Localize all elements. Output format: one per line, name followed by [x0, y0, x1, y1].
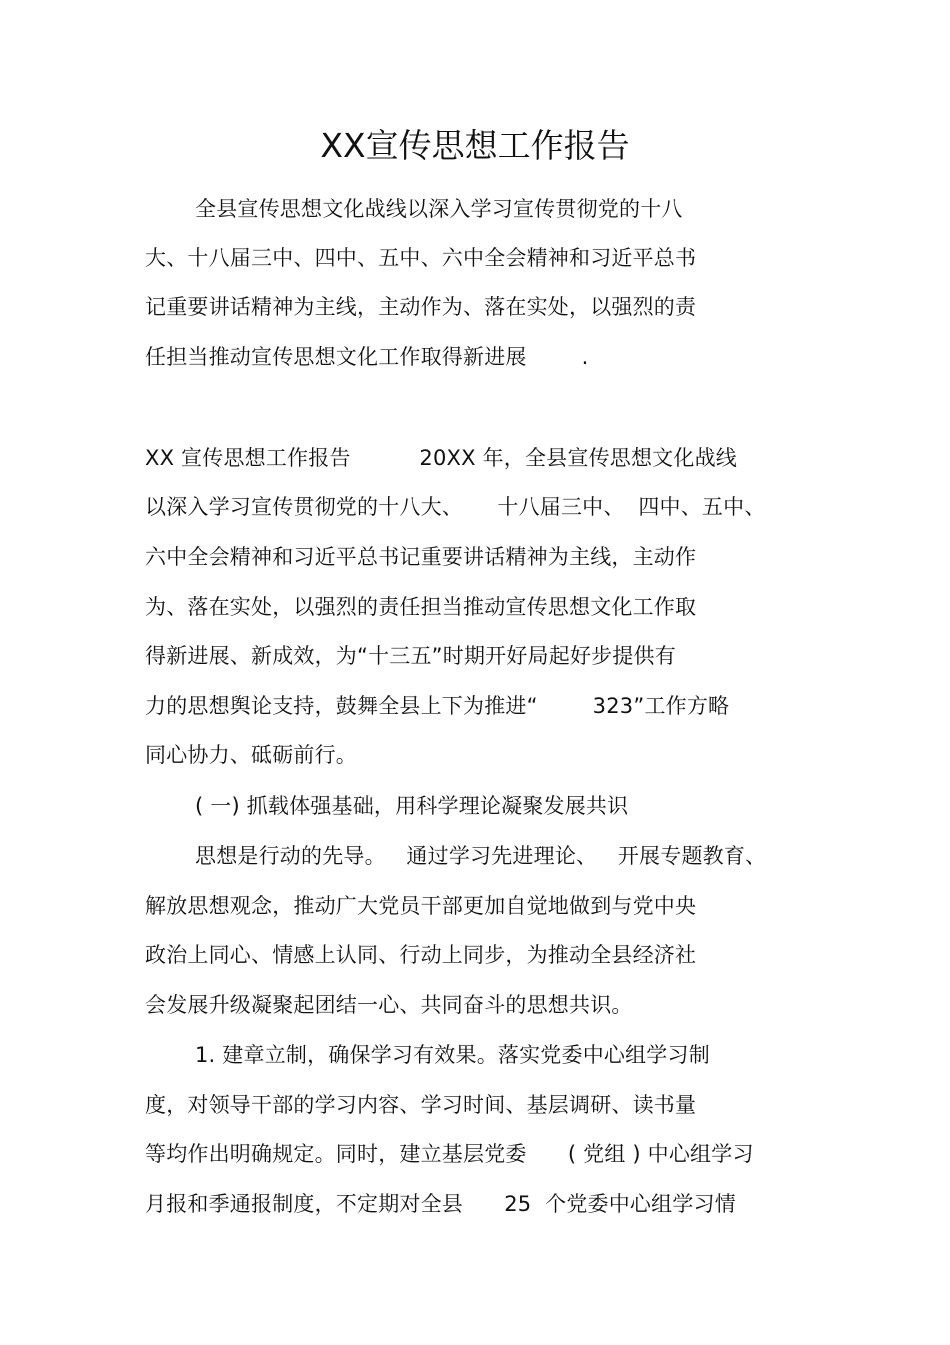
section-heading: ( 一) 抓载体强基础，用科学理论凝聚发展共识 [195, 794, 629, 818]
text-line: 大、十八届三中、四中、五中、六中全会精神和习近平总书 [145, 246, 697, 270]
text-line: 月报和季通报制度，不定期对全县 25 个党委中心组学习情 [145, 1192, 736, 1216]
text-line: 会发展升级凝聚起团结一心、共同奋斗的思想共识。 [145, 993, 633, 1017]
text-line: 全县宣传思想文化战线以深入学习宣传贯彻党的十八 [195, 197, 683, 221]
text-line: 度，对领导干部的学习内容、学习时间、基层调研、读书量 [145, 1093, 697, 1117]
text-line: 解放思想观念，推动广大党员干部更加自觉地做到与党中央 [145, 894, 697, 918]
text-line: 记重要讲话精神为主线，主动作为、落在实处，以强烈的责 [145, 295, 697, 319]
document-title: XX宣传思想工作报告 [320, 126, 630, 165]
text-line: 得新进展、新成效，为“十三五”时期开好局起好步提供有 [145, 644, 676, 668]
text-line: 政治上同心、情感上认同、行动上同步，为推动全县经济社 [145, 943, 697, 967]
text-line: 为、落在实处，以强烈的责任担当推动宣传思想文化工作取 [145, 595, 697, 619]
text-line: 思想是行动的先导。 通过学习先进理论、 开展专题教育、 [195, 844, 767, 868]
text-line: XX 宣传思想工作报告 20XX 年，全县宣传思想文化战线 [145, 446, 737, 470]
text-line: 六中全会精神和习近平总书记重要讲话精神为主线，主动作 [145, 545, 697, 569]
text-line: 任担当推动宣传思想文化工作取得新进展 . [145, 345, 589, 369]
text-line: 1. 建章立制，确保学习有效果。落实党委中心组学习制 [195, 1043, 710, 1067]
text-line: 等均作出明确规定。同时，建立基层党委 ( 党组 ) 中心组学习 [145, 1142, 754, 1166]
text-line: 力的思想舆论支持，鼓舞全县上下为推进“ 323”工作方略 [145, 694, 730, 718]
text-line: 以深入学习宣传贯彻党的十八大、 十八届三中、 四中、五中、 [145, 495, 766, 519]
text-line: 同心协力、砥砺前行。 [145, 743, 357, 767]
